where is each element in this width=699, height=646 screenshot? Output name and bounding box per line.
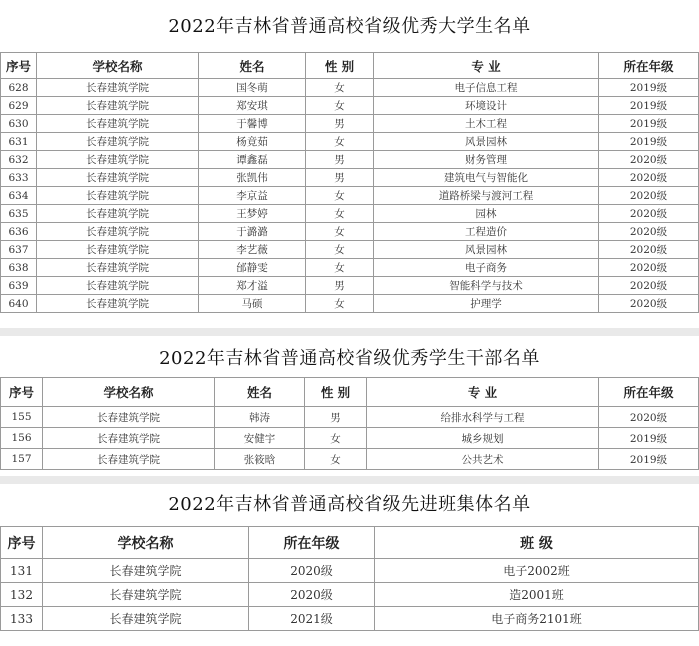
table-cell: 长春建筑学院: [37, 259, 199, 277]
table-cell: 631: [1, 133, 37, 151]
table-cell: 长春建筑学院: [37, 205, 199, 223]
header-grade: 所在年级: [249, 527, 375, 559]
section-title: 2022年吉林省普通高校省级先进班集体名单: [168, 494, 531, 515]
table-row: [1, 151, 699, 169]
table-cell: 王梦婷: [199, 205, 306, 223]
table-cell: 630: [1, 115, 37, 133]
table-cell: 634: [1, 187, 37, 205]
table-cell: 女: [306, 133, 374, 151]
table-cell: 2020级: [599, 259, 699, 277]
table-cell: 2019级: [599, 428, 699, 449]
table-cell: 629: [1, 97, 37, 115]
table-row: [1, 115, 699, 133]
table-cell: 男: [306, 151, 374, 169]
table-cell: 2020级: [249, 559, 375, 583]
table-row: [1, 583, 699, 607]
table-cell: 邰静雯: [199, 259, 306, 277]
table-cell: 国冬萌: [199, 79, 306, 97]
table-cell: 638: [1, 259, 37, 277]
table-cell: 长春建筑学院: [43, 407, 215, 428]
table-cell: 632: [1, 151, 37, 169]
table-cell: 女: [306, 79, 374, 97]
table-cell: 长春建筑学院: [37, 115, 199, 133]
table-cell: 李京益: [199, 187, 306, 205]
table-cell: 长春建筑学院: [43, 559, 249, 583]
table-cell: 马硕: [199, 295, 306, 313]
table-cell: 园林: [374, 205, 599, 223]
table-cell: 女: [306, 295, 374, 313]
table-cell: 女: [305, 449, 367, 470]
table-cell: 电子商务2101班: [375, 607, 699, 631]
table-row: [1, 97, 699, 115]
table-row: [1, 407, 699, 428]
table-cell: 长春建筑学院: [37, 277, 199, 295]
table-cell: 633: [1, 169, 37, 187]
table-row: [1, 169, 699, 187]
table-cell: 造2001班: [375, 583, 699, 607]
table-cell: 公共艺术: [367, 449, 599, 470]
table-header-row: [1, 378, 699, 407]
table-cell: 财务管理: [374, 151, 599, 169]
table-cell: 长春建筑学院: [37, 151, 199, 169]
table-cell: 谭鑫磊: [199, 151, 306, 169]
table-cell: 157: [1, 449, 43, 470]
table-row: [1, 241, 699, 259]
advanced-classes-table: [0, 526, 699, 631]
table-cell: 长春建筑学院: [43, 607, 249, 631]
table-cell: 长春建筑学院: [43, 583, 249, 607]
section-advanced-classes: [0, 484, 699, 646]
table-row: [1, 187, 699, 205]
table-header-row: [1, 527, 699, 559]
table-cell: 2019级: [599, 115, 699, 133]
table-row: [1, 449, 699, 470]
table-cell: 女: [306, 205, 374, 223]
header-gender: 性 别: [306, 53, 374, 79]
header-school: 学校名称: [43, 527, 249, 559]
table-row: [1, 607, 699, 631]
header-school: 学校名称: [37, 53, 199, 79]
table-cell: 2019级: [599, 79, 699, 97]
section-title: 2022年吉林省普通高校省级优秀大学生名单: [168, 16, 531, 37]
table-cell: 长春建筑学院: [37, 223, 199, 241]
table-cell: 于馨博: [199, 115, 306, 133]
table-cell: 长春建筑学院: [37, 133, 199, 151]
table-row: [1, 223, 699, 241]
table-cell: 郑安琪: [199, 97, 306, 115]
excellent-cadres-table: [0, 377, 699, 470]
table-cell: 640: [1, 295, 37, 313]
table-cell: 女: [306, 259, 374, 277]
table-cell: 男: [305, 407, 367, 428]
table-cell: 2020级: [599, 295, 699, 313]
header-index: 序号: [1, 378, 43, 407]
table-cell: 女: [306, 187, 374, 205]
table-cell: 女: [306, 241, 374, 259]
header-grade: 所在年级: [599, 53, 699, 79]
header-index: 序号: [1, 527, 43, 559]
table-cell: 长春建筑学院: [37, 241, 199, 259]
header-school: 学校名称: [43, 378, 215, 407]
header-name: 姓名: [215, 378, 305, 407]
table-cell: 电子商务: [374, 259, 599, 277]
table-cell: 长春建筑学院: [37, 295, 199, 313]
table-cell: 2019级: [599, 97, 699, 115]
table-row: [1, 277, 699, 295]
table-cell: 131: [1, 559, 43, 583]
table-cell: 于潞潞: [199, 223, 306, 241]
table-cell: 2020级: [599, 205, 699, 223]
table-cell: 2021级: [249, 607, 375, 631]
table-cell: 工程造价: [374, 223, 599, 241]
table-cell: 155: [1, 407, 43, 428]
table-cell: 长春建筑学院: [43, 449, 215, 470]
table-cell: 李艺薇: [199, 241, 306, 259]
table-cell: 2020级: [599, 169, 699, 187]
table-cell: 环境设计: [374, 97, 599, 115]
table-header-row: [1, 53, 699, 79]
table-cell: 建筑电气与智能化: [374, 169, 599, 187]
table-cell: 2020级: [599, 223, 699, 241]
table-cell: 郑才溢: [199, 277, 306, 295]
header-gender: 性 别: [305, 378, 367, 407]
table-cell: 2019级: [599, 133, 699, 151]
table-row: [1, 559, 699, 583]
table-row: [1, 79, 699, 97]
table-cell: 长春建筑学院: [37, 97, 199, 115]
table-cell: 长春建筑学院: [37, 79, 199, 97]
table-cell: 156: [1, 428, 43, 449]
table-cell: 133: [1, 607, 43, 631]
table-cell: 土木工程: [374, 115, 599, 133]
table-cell: 张筱晗: [215, 449, 305, 470]
table-cell: 城乡规划: [367, 428, 599, 449]
header-index: 序号: [1, 53, 37, 79]
table-cell: 智能科学与技术: [374, 277, 599, 295]
table-cell: 道路桥梁与渡河工程: [374, 187, 599, 205]
table-cell: 2019级: [599, 449, 699, 470]
table-row: [1, 428, 699, 449]
section-title: 2022年吉林省普通高校省级优秀学生干部名单: [159, 348, 540, 369]
table-cell: 男: [306, 169, 374, 187]
table-cell: 风景园林: [374, 133, 599, 151]
table-cell: 男: [306, 115, 374, 133]
table-cell: 长春建筑学院: [37, 187, 199, 205]
table-cell: 132: [1, 583, 43, 607]
table-cell: 风景园林: [374, 241, 599, 259]
table-cell: 637: [1, 241, 37, 259]
header-grade: 所在年级: [599, 378, 699, 407]
table-cell: 女: [305, 428, 367, 449]
table-cell: 女: [306, 223, 374, 241]
table-cell: 2020级: [599, 241, 699, 259]
table-row: [1, 205, 699, 223]
table-cell: 电子2002班: [375, 559, 699, 583]
section-excellent-cadres: [0, 336, 699, 476]
table-cell: 长春建筑学院: [37, 169, 199, 187]
table-cell: 2020级: [599, 187, 699, 205]
table-cell: 张凯伟: [199, 169, 306, 187]
table-cell: 护理学: [374, 295, 599, 313]
table-cell: 给排水科学与工程: [367, 407, 599, 428]
table-cell: 女: [306, 97, 374, 115]
header-major: 专 业: [374, 53, 599, 79]
table-cell: 男: [306, 277, 374, 295]
table-row: [1, 295, 699, 313]
table-row: [1, 133, 699, 151]
table-cell: 电子信息工程: [374, 79, 599, 97]
table-row: [1, 259, 699, 277]
table-cell: 长春建筑学院: [43, 428, 215, 449]
table-cell: 2020级: [599, 151, 699, 169]
table-cell: 2020级: [249, 583, 375, 607]
table-cell: 安健宇: [215, 428, 305, 449]
table-cell: 2020级: [599, 277, 699, 295]
excellent-students-table: [0, 52, 699, 313]
table-cell: 2020级: [599, 407, 699, 428]
table-cell: 639: [1, 277, 37, 295]
table-cell: 628: [1, 79, 37, 97]
table-cell: 韩涛: [215, 407, 305, 428]
header-name: 姓名: [199, 53, 306, 79]
table-cell: 杨竟茹: [199, 133, 306, 151]
header-class: 班 级: [375, 527, 699, 559]
table-cell: 636: [1, 223, 37, 241]
header-major: 专 业: [367, 378, 599, 407]
table-cell: 635: [1, 205, 37, 223]
